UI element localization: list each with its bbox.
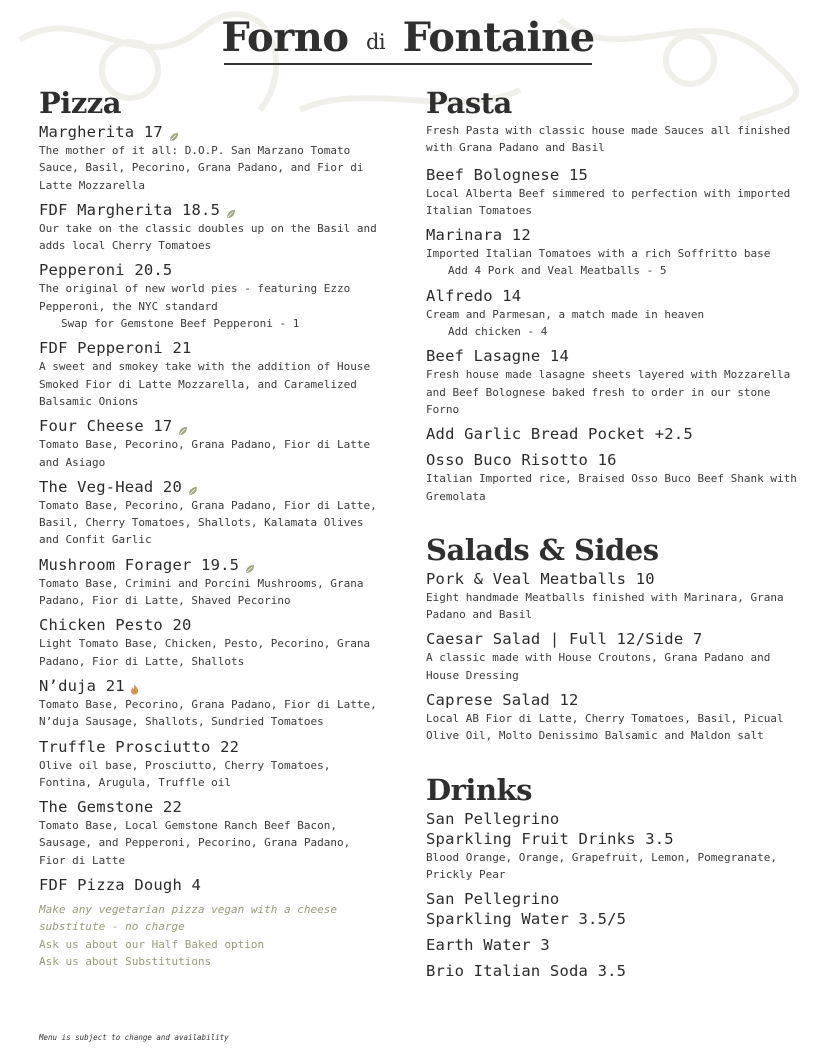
menu-item-name bbox=[426, 690, 798, 710]
menu-item-description: A classic made with House Croutons, Grana Padano and House Dressing bbox=[426, 651, 771, 682]
leaf-icon bbox=[226, 204, 236, 214]
substitutions-note: Ask us about Substitutions bbox=[39, 954, 212, 968]
footer-note: Menu is subject to change and availability bbox=[39, 1033, 229, 1042]
menu-item-name-text: The Veg-Head 20 bbox=[39, 477, 182, 496]
pizza-column bbox=[39, 86, 379, 970]
drink-name-line2: Sparkling Fruit Drinks 3.5 bbox=[426, 829, 674, 848]
menu-item-name bbox=[39, 122, 379, 142]
menu-item-name bbox=[39, 477, 379, 497]
menu-item-name-text: Pork & Veal Meatballs 10 bbox=[426, 569, 655, 588]
drink-description: Blood Orange, Orange, Grapefruit, Lemon, Pomegranate, Prickly Pear bbox=[426, 850, 777, 881]
drink-name-line1: San Pellegrino bbox=[426, 809, 560, 828]
menu-item-description: The mother of it all: D.O.P. San Marzano Tomato Sauce, Basil, Pecorino, Grana Padano, and Fior di Latte Mozzarella bbox=[39, 144, 364, 192]
drink-item bbox=[426, 935, 798, 955]
menu-item-name bbox=[39, 555, 379, 575]
leaf-icon bbox=[169, 127, 179, 137]
menu-item bbox=[39, 477, 379, 549]
salads-list bbox=[426, 569, 798, 745]
leaf-icon bbox=[245, 559, 255, 569]
menu-item-description: Our take on the classic doubles up on the Basil and adds local Cherry Tomatoes bbox=[39, 221, 377, 253]
menu-item-name bbox=[426, 165, 798, 185]
menu-item bbox=[426, 346, 798, 418]
menu-item-name-text: N’duja 21 bbox=[39, 676, 125, 695]
menu-item-name bbox=[426, 450, 798, 470]
menu-item bbox=[39, 338, 379, 410]
menu-item bbox=[39, 555, 379, 610]
menu-item-description: Cream and Parmesan, a match made in heaven bbox=[426, 307, 705, 321]
half-baked-note: Ask us about our Half Baked option bbox=[39, 937, 265, 951]
logo-underline bbox=[224, 63, 592, 65]
menu-item-name-text: Marinara 12 bbox=[426, 226, 531, 245]
pasta-intro: Fresh Pasta with classic house made Sauces all finished with Grana Padano and Basil bbox=[426, 124, 791, 155]
menu-item bbox=[39, 875, 379, 895]
menu-item bbox=[426, 165, 798, 220]
menu-item-name-text: FDF Pepperoni 21 bbox=[39, 339, 192, 358]
menu-item-description: Imported Italian Tomatoes with a rich Soffritto base bbox=[426, 247, 771, 261]
menu-item-name bbox=[426, 346, 798, 366]
menu-item bbox=[39, 260, 379, 332]
menu-item-description: Tomato Base, Pecorino, Grana Padano, Fior di Latte and Asiago bbox=[39, 438, 371, 469]
menu-item-name bbox=[426, 569, 798, 589]
menu-item-description: Tomato Base, Pecorino, Grana Padano, Fior di Latte, N’duja Sausage, Shallots, Sundried Tomatoes bbox=[39, 697, 377, 729]
drinks-heading: Drinks bbox=[426, 772, 532, 807]
menu-item-name-text: Margherita 17 bbox=[39, 123, 163, 141]
brand-forno: Forno bbox=[221, 14, 349, 61]
menu-item-addon: Add 4 Pork and Veal Meatballs - 5 bbox=[448, 264, 667, 278]
pizza-heading: Pizza bbox=[39, 86, 122, 120]
brand-di: di bbox=[365, 30, 386, 54]
pizza-list bbox=[39, 122, 379, 895]
menu-item bbox=[426, 690, 798, 745]
drink-name-line1: Brio Italian Soda 3.5 bbox=[426, 962, 627, 981]
menu-item-description: The original of new world pies - featuring Ezzo Pepperoni, the NYC standard bbox=[39, 282, 351, 313]
menu-item-name-text: The Gemstone 22 bbox=[39, 798, 182, 817]
flame-icon bbox=[130, 680, 139, 691]
menu-item-name bbox=[426, 286, 798, 306]
menu-item-name-text: Truffle Prosciutto 22 bbox=[39, 737, 240, 756]
right-column bbox=[426, 86, 798, 987]
menu-item-name bbox=[39, 260, 379, 280]
menu-item-name-text: Caesar Salad | Full 12/Side 7 bbox=[426, 630, 703, 649]
drinks-list bbox=[426, 809, 798, 982]
menu-item bbox=[39, 416, 379, 471]
menu-item-name-text: Four Cheese 17 bbox=[39, 417, 173, 436]
drink-item bbox=[426, 961, 798, 981]
menu-item-description: Tomato Base, Crimini and Porcini Mushrooms, Grana Padano, Fior di Latte, Shaved Pecorino bbox=[39, 576, 364, 608]
menu-item-name-text: Beef Bolognese 15 bbox=[426, 165, 589, 184]
menu-item-description: Italian Imported rice, Braised Osso Buco Beef Shank with Gremolata bbox=[426, 472, 797, 503]
menu-item-description: Tomato Base, Pecorino, Grana Padano, Fior di Latte, Basil, Cherry Tomatoes, Shallots, Kalamata Olives and Confit Garlic bbox=[39, 498, 377, 547]
pizza-notes bbox=[39, 901, 379, 970]
menu-item-name-text: Osso Buco Risotto 16 bbox=[426, 451, 617, 470]
leaf-icon bbox=[188, 481, 198, 491]
brand-fontaine: Fontaine bbox=[402, 14, 595, 61]
menu-item-name bbox=[39, 676, 379, 696]
menu-item bbox=[426, 286, 798, 341]
menu-item-name-text: Beef Lasagne 14 bbox=[426, 347, 569, 366]
menu-item bbox=[39, 676, 379, 731]
drink-name-line2: Sparkling Water 3.5/5 bbox=[426, 910, 627, 929]
menu-item-description: Light Tomato Base, Chicken, Pesto, Pecorino, Grana Padano, Fior di Latte, Shallots bbox=[39, 637, 371, 668]
menu-item-description: A sweet and smokey take with the addition of House Smoked Fior di Latte Mozzarella, and Caramelized Balsamic Onions bbox=[39, 360, 371, 408]
menu-item-name-text: Mushroom Forager 19.5 bbox=[39, 555, 240, 574]
menu-item-name-text: Alfredo 14 bbox=[426, 286, 522, 305]
menu-item bbox=[426, 450, 798, 505]
menu-item-description: Eight handmade Meatballs finished with Marinara, Grana Padano and Basil bbox=[426, 590, 784, 622]
menu-item-name bbox=[39, 416, 379, 436]
menu-item bbox=[39, 737, 379, 792]
menu-item-name bbox=[39, 200, 379, 220]
menu-item-name bbox=[39, 338, 379, 358]
menu-item-addon: Swap for Gemstone Beef Pepperoni - 1 bbox=[61, 317, 300, 331]
menu-item-name-text: FDF Margherita 18.5 bbox=[39, 200, 221, 219]
drink-item bbox=[426, 809, 798, 884]
menu-item bbox=[426, 569, 798, 624]
menu-item-name bbox=[39, 615, 379, 635]
menu-item bbox=[39, 200, 379, 255]
menu-item bbox=[39, 122, 379, 194]
drink-item bbox=[426, 889, 798, 929]
pasta-heading: Pasta bbox=[426, 86, 512, 120]
menu-item bbox=[39, 615, 379, 670]
menu-item bbox=[426, 629, 798, 684]
pasta-list bbox=[426, 165, 798, 505]
vegan-note: Make any vegetarian pizza vegan with a cheese substitute - no charge bbox=[39, 903, 338, 934]
menu-item-description: Local Alberta Beef simmered to perfection with imported Italian Tomatoes bbox=[426, 186, 791, 217]
menu-item-name bbox=[426, 629, 798, 649]
drink-name-line1: San Pellegrino bbox=[426, 890, 560, 909]
salads-heading: Salads & Sides bbox=[426, 532, 659, 567]
menu-item-name bbox=[39, 875, 379, 895]
restaurant-logo bbox=[0, 14, 816, 61]
menu-item bbox=[426, 225, 798, 280]
menu-item-description: Tomato Base, Local Gemstone Ranch Beef Bacon, Sausage, and Pepperoni, Pecorino, Grana Padano, Fior di Latte bbox=[39, 819, 351, 867]
menu-item bbox=[426, 424, 798, 444]
menu-item-name-text: FDF Pizza Dough 4 bbox=[39, 876, 202, 895]
menu-item-addon: Add chicken - 4 bbox=[448, 325, 548, 339]
menu-item-description: Olive oil base, Prosciutto, Cherry Tomatoes, Fontina, Arugula, Truffle oil bbox=[39, 758, 331, 789]
menu-item-description: Fresh house made lasagne sheets layered with Mozzarella and Beef Bolognese baked fresh to order in our stone Forno bbox=[426, 368, 791, 416]
menu-item-name-text: Chicken Pesto 20 bbox=[39, 616, 192, 635]
drink-name-line1: Earth Water 3 bbox=[426, 936, 550, 955]
menu-item-name bbox=[426, 225, 798, 245]
menu-item-description: Local AB Fior di Latte, Cherry Tomatoes, Basil, Picual Olive Oil, Molto Denissimo Balsamic and Maldon salt bbox=[426, 712, 784, 743]
menu-item bbox=[39, 797, 379, 869]
menu-item-name bbox=[426, 424, 798, 444]
leaf-icon bbox=[178, 421, 188, 431]
menu-item-name-text: Add Garlic Bread Pocket +2.5 bbox=[426, 425, 693, 444]
menu-item-name-text: Pepperoni 20.5 bbox=[39, 261, 173, 280]
menu-item-name bbox=[39, 737, 379, 757]
menu-item-name-text: Caprese Salad 12 bbox=[426, 691, 579, 710]
menu-item-name bbox=[39, 797, 379, 817]
